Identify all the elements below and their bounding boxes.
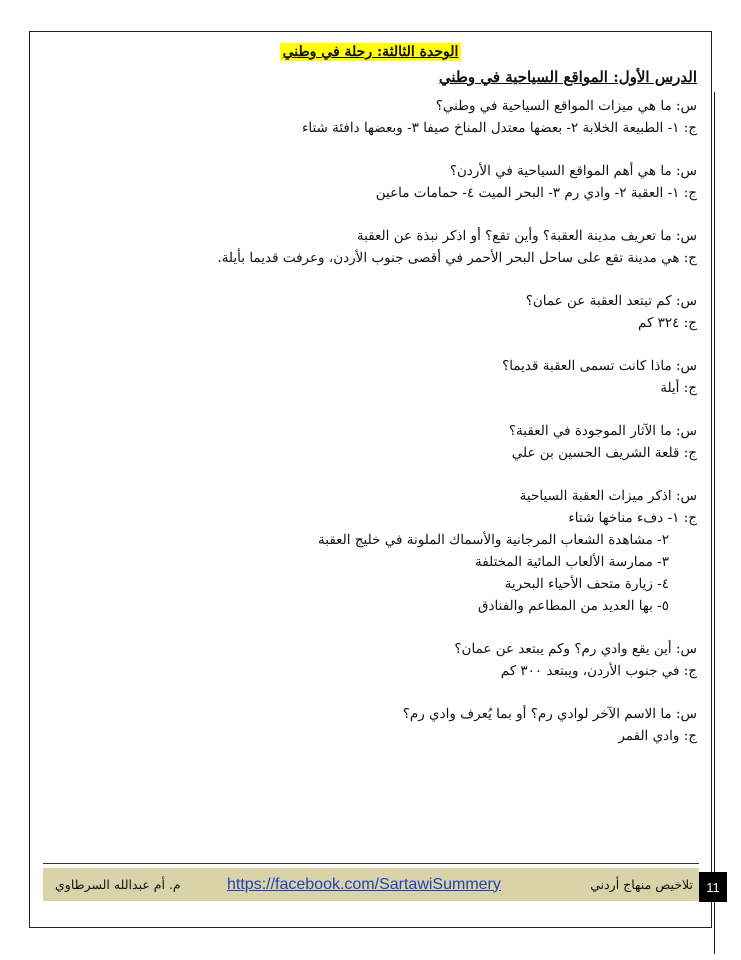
lesson-title: الدرس الأول: المواقع السياحية في وطني	[438, 68, 697, 86]
footer-link[interactable]: https://facebook.com/SartawiSummery	[227, 875, 501, 893]
answer-list-item: ٢- مشاهدة الشعاب المرجانية والأسماك الملونة في خليج العقبة	[318, 532, 669, 548]
qa-item	[57, 485, 697, 617]
footer-bar	[43, 868, 699, 901]
qa-item	[57, 420, 697, 464]
answer-line: ج: ١- العقبة ٢- وادي رم ٣- البحر الميت ٤- حمامات ماعين	[375, 185, 697, 201]
qa-item	[57, 355, 697, 399]
footer-divider	[43, 863, 699, 864]
qa-item	[57, 638, 697, 682]
qa-item	[57, 160, 697, 204]
qa-item	[57, 290, 697, 334]
answer-list-item: ٤- زيارة متحف الأحياء البحرية	[504, 576, 669, 592]
qa-item	[57, 225, 697, 269]
question-line: س: ما الآثار الموجودة في العقبة؟	[508, 423, 697, 439]
answer-line: ج: وادي القمر	[618, 728, 697, 744]
unit-title-text: الوحدة الثالثة: رحلة في وطني	[280, 43, 462, 61]
question-line: س: ماذا كانت تسمى العقبة قديما؟	[502, 358, 697, 374]
question-line: س: ما تعريف مدينة العقبة؟ وأين تقع؟ أو اذكر نبذة عن العقبة	[356, 228, 697, 244]
answer-line: ج: أيلة	[660, 380, 697, 396]
question-line: س: كم تبتعد العقبة عن عمان؟	[525, 293, 697, 309]
answer-line: ج: ٣٢٤ كم	[637, 315, 697, 331]
footer-brand: تلاخيص منهاج أردني	[590, 877, 693, 892]
answer-line: ج: في جنوب الأردن، ويبتعد ٣٠٠ كم	[500, 663, 697, 679]
question-line: س: ما هي أهم المواقع السياحية في الأردن؟	[449, 163, 697, 179]
answer-line: ج: قلعة الشريف الحسين بن علي	[511, 445, 697, 461]
answer-line: ج: هي مدينة تقع على ساحل البحر الأحمر في أقصى جنوب الأردن، وعرفت قديما بأيلة.	[217, 250, 697, 266]
margin-rule	[714, 92, 715, 954]
qa-item	[57, 95, 697, 139]
answer-line: ج: ١- دفء مناخها شتاء	[568, 510, 697, 526]
answer-list-item: ٥- بها العديد من المطاعم والفنادق	[478, 598, 669, 614]
question-line: س: أين يقع وادي رم؟ وكم يبتعد عن عمان؟	[454, 641, 697, 657]
question-line: س: ما هي ميزات المواقع السياحية في وطني؟	[435, 98, 697, 114]
footer-author: م. أم عبدالله السرطاوي	[55, 877, 181, 892]
qa-item	[57, 703, 697, 747]
unit-title	[0, 41, 741, 60]
qa-list	[57, 95, 697, 768]
page-number: 11	[699, 872, 727, 902]
answer-list-item: ٣- ممارسة الألعاب المائية المختلفة	[475, 554, 669, 570]
question-line: س: ما الاسم الآخر لوادي رم؟ أو بما يُعرف وادي رم؟	[402, 706, 697, 722]
answer-line: ج: ١- الطبيعة الخلابة ٢- بعضها معتدل المناخ صيفا ٣- وبعضها دافئة شتاء	[301, 120, 697, 136]
question-line: س: اذكر ميزات العقبة السياحية	[519, 488, 697, 504]
